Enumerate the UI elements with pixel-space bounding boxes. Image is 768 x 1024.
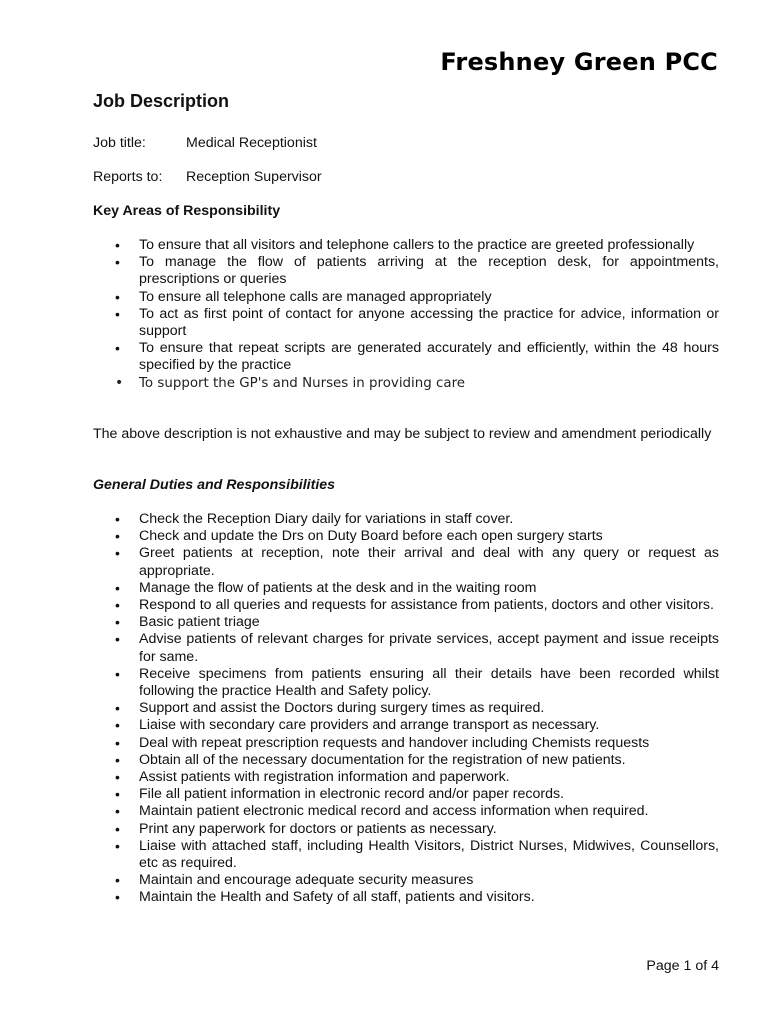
list-item: • Manage the flow of patients at the desk and in the waiting room <box>93 580 719 597</box>
page-number: Page 1 of 4 <box>646 958 719 974</box>
key-areas-list <box>93 237 719 392</box>
job-title-row <box>93 135 317 151</box>
job-title-label: Job title: <box>93 135 146 151</box>
list-item: • To act as first point of contact for anyone accessing the practice for advice, information or support <box>93 306 719 340</box>
disclaimer-paragraph: The above description is not exhaustive and may be subject to review and amendment periodically <box>93 426 712 442</box>
list-item: • To manage the flow of patients arriving at the reception desk, for appointments, prescriptions or queries <box>93 254 719 288</box>
list-item: • Receive specimens from patients ensuring all their details have been recorded whilst following the practice Health and Safety policy. <box>93 666 719 700</box>
list-item: • Obtain all of the necessary documentation for the registration of new patients. <box>93 752 719 769</box>
document-title: Job Description <box>93 91 230 111</box>
list-item: • Maintain patient electronic medical record and access information when required. <box>93 803 719 820</box>
reports-to-value: Reception Supervisor <box>186 169 322 185</box>
list-item: • Basic patient triage <box>93 614 719 631</box>
list-item: • Liaise with secondary care providers and arrange transport as necessary. <box>93 717 719 734</box>
list-item: • Maintain the Health and Safety of all staff, patients and visitors. <box>93 889 719 906</box>
general-duties-heading: General Duties and Responsibilities <box>93 477 336 493</box>
organisation-title: Freshney Green PCC <box>440 48 718 76</box>
job-title-value: Medical Receptionist <box>186 135 317 151</box>
list-item: • Print any paperwork for doctors or patients as necessary. <box>93 821 719 838</box>
list-item: • Maintain and encourage adequate security measures <box>93 872 719 889</box>
general-duties-list <box>93 511 719 907</box>
list-item: • Support and assist the Doctors during surgery times as required. <box>93 700 719 717</box>
reports-to-row <box>93 169 322 185</box>
list-item: • Check and update the Drs on Duty Board before each open surgery starts <box>93 528 719 545</box>
list-item: • Assist patients with registration information and paperwork. <box>93 769 719 786</box>
list-item: • To ensure that all visitors and telephone callers to the practice are greeted professionally <box>93 237 719 254</box>
list-item: • To support the GP's and Nurses in providing care <box>93 375 719 392</box>
list-item: • Liaise with attached staff, including Health Visitors, District Nurses, Midwives, Counsellors, etc as required. <box>93 838 719 872</box>
list-item: • Check the Reception Diary daily for variations in staff cover. <box>93 511 719 528</box>
list-item: • Advise patients of relevant charges for private services, accept payment and issue receipts for same. <box>93 631 719 665</box>
key-areas-heading: Key Areas of Responsibility <box>93 203 281 219</box>
list-item: • Respond to all queries and requests for assistance from patients, doctors and other visitors. <box>93 597 719 614</box>
list-item: • Greet patients at reception, note their arrival and deal with any query or request as appropriate. <box>93 545 719 579</box>
list-item: • File all patient information in electronic record and/or paper records. <box>93 786 719 803</box>
list-item: • Deal with repeat prescription requests and handover including Chemists requests <box>93 735 719 752</box>
list-item: • To ensure all telephone calls are managed appropriately <box>93 289 719 306</box>
reports-to-label: Reports to: <box>93 169 163 185</box>
list-item: • To ensure that repeat scripts are generated accurately and efficiently, within the 48 hours specified by the practice <box>93 340 719 374</box>
